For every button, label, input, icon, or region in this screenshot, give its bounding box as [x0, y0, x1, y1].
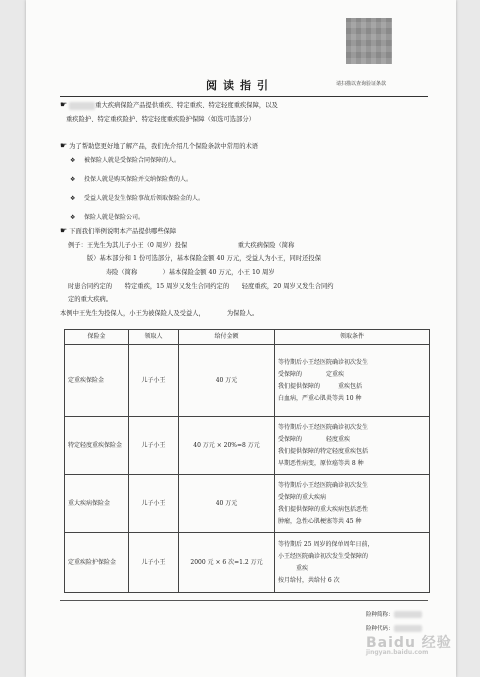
page-title: 阅读指引: [206, 79, 274, 92]
amount-cell: 40 万元: [179, 345, 275, 417]
diamond-bullet-icon: ❖: [70, 175, 76, 183]
example-line: 例子：王先生为其儿子小王（0 周岁）投保 重大疾病保险（简称: [68, 241, 295, 249]
benefit-cell: 定重疾险护保险金: [65, 533, 129, 593]
term-item: ❖ 受益人就是发生保险事故后领取保险金的人。: [70, 192, 435, 206]
title-rule: [60, 96, 428, 97]
pointing-hand-icon: ☛: [60, 100, 68, 109]
amount-cell: 40 万元 × 20%=8 万元: [179, 417, 275, 475]
term-item: ❖ 被保险人就是受保险合同保障的人。: [70, 154, 435, 168]
watermark: Baidu 经验 jingyan.baidu.com: [366, 635, 452, 656]
benefits-table: [64, 329, 430, 593]
table-row: [65, 417, 430, 475]
product-short-name: 险种简称：: [366, 610, 422, 618]
table-header-row: [65, 330, 430, 345]
diamond-bullet-icon: ❖: [70, 213, 76, 221]
amount-cell: 2000 元 × 6 次=1.2 万元: [179, 533, 275, 593]
header-amount: 给付金额: [179, 330, 275, 345]
header-benefit: 保险金: [65, 330, 129, 345]
intro-paragraph: [60, 98, 435, 127]
section-terms-heading: ☛ 为了帮助您更好地了解产品，我们先介绍几个保险条款中常用的术语: [60, 139, 435, 154]
product-code: 险种代码：: [366, 624, 422, 632]
header-recipient: 领取人: [129, 330, 179, 345]
recipient-cell: 儿子小王: [129, 417, 179, 475]
condition-cell: 等待期后小王经医院确诊初次发生 受保障的 定重疾 我们提供保障的 重疾包括 白血病，严重心肌炎等共 10 种: [275, 345, 430, 417]
recipient-cell: 儿子小王: [129, 345, 179, 417]
benefit-cell: 特定轻度重疾保险金: [65, 417, 129, 475]
recipient-cell: 儿子小王: [129, 533, 179, 593]
qr-code: [346, 18, 392, 64]
qr-caption: 请扫描以查询验证条款: [336, 81, 387, 87]
header-condition: 领取条件: [275, 330, 430, 345]
condition-cell: 等待期后小王经医院确诊初次发生 受保障的 轻度重疾 我们提供保障的特定轻度重疾包括 早期恶性病变，原位癌等共 8 种: [275, 417, 430, 475]
example-line: 定的重大疾病。: [68, 296, 113, 304]
intro-line-2: 重疾险护、特定重疾险护、特定轻度重疾险护保障（如选可选部分）: [66, 115, 255, 123]
section-example-heading: ☛ 下面我们举例说明本产品提供哪些保障: [60, 224, 435, 239]
table-row: [65, 533, 430, 593]
section-example: [60, 224, 435, 321]
term-item: ❖ 保险人就是保险公司。: [70, 211, 435, 225]
example-line: 时患合同约定的 特定重疾，15 周岁又发生合同约定的 轻度重疾，20 周岁又发生合同约: [68, 282, 334, 290]
condition-cell: 等待期后小王经医院确诊初次发生 受保障的重大疾病 我们提供保障的重大疾病包括恶性 肿瘤，急性心肌梗塞等共 45 种: [275, 475, 430, 533]
amount-cell: 40 万元: [179, 475, 275, 533]
redacted-block: [394, 625, 422, 632]
benefit-cell: 重大疾病保险金: [65, 475, 129, 533]
section-terms: [60, 139, 435, 225]
pointing-hand-icon: ☛: [60, 141, 68, 150]
table-row: [65, 475, 430, 533]
redacted-block: [394, 611, 422, 618]
table-row: [65, 345, 430, 417]
redacted-block: [69, 102, 95, 110]
intro-line-1: ☛ 重大疾病保险产品提供重疾、特定重疾、特定轻度重疾保障，以及: [60, 98, 435, 113]
footer-rule: [60, 600, 428, 601]
recipient-cell: 儿子小王: [129, 475, 179, 533]
example-line: 版）基本部分和 1 份可选部分，基本保险金额 40 万元，受益人为小王，同时还投保: [68, 255, 322, 263]
condition-cell: 等待期后 25 周岁的保单周年日前， 小王经医院确诊初次发生受保障的 重疾 按月给付，共给付 6 次: [275, 533, 430, 593]
diamond-bullet-icon: ❖: [70, 194, 76, 202]
benefit-cell: 定重疾保险金: [65, 345, 129, 417]
example-summary: 本例中王先生为投保人，小王为被保险人及受益人， 为保险人。: [60, 309, 259, 317]
term-item: ❖ 投保人就是购买保险并交纳保险费的人。: [70, 173, 435, 187]
diamond-bullet-icon: ❖: [70, 156, 76, 164]
pointing-hand-icon: ☛: [60, 226, 68, 235]
example-line: 寿险（简称 ）基本保险金额 40 万元，小王 10 周岁: [68, 268, 275, 276]
